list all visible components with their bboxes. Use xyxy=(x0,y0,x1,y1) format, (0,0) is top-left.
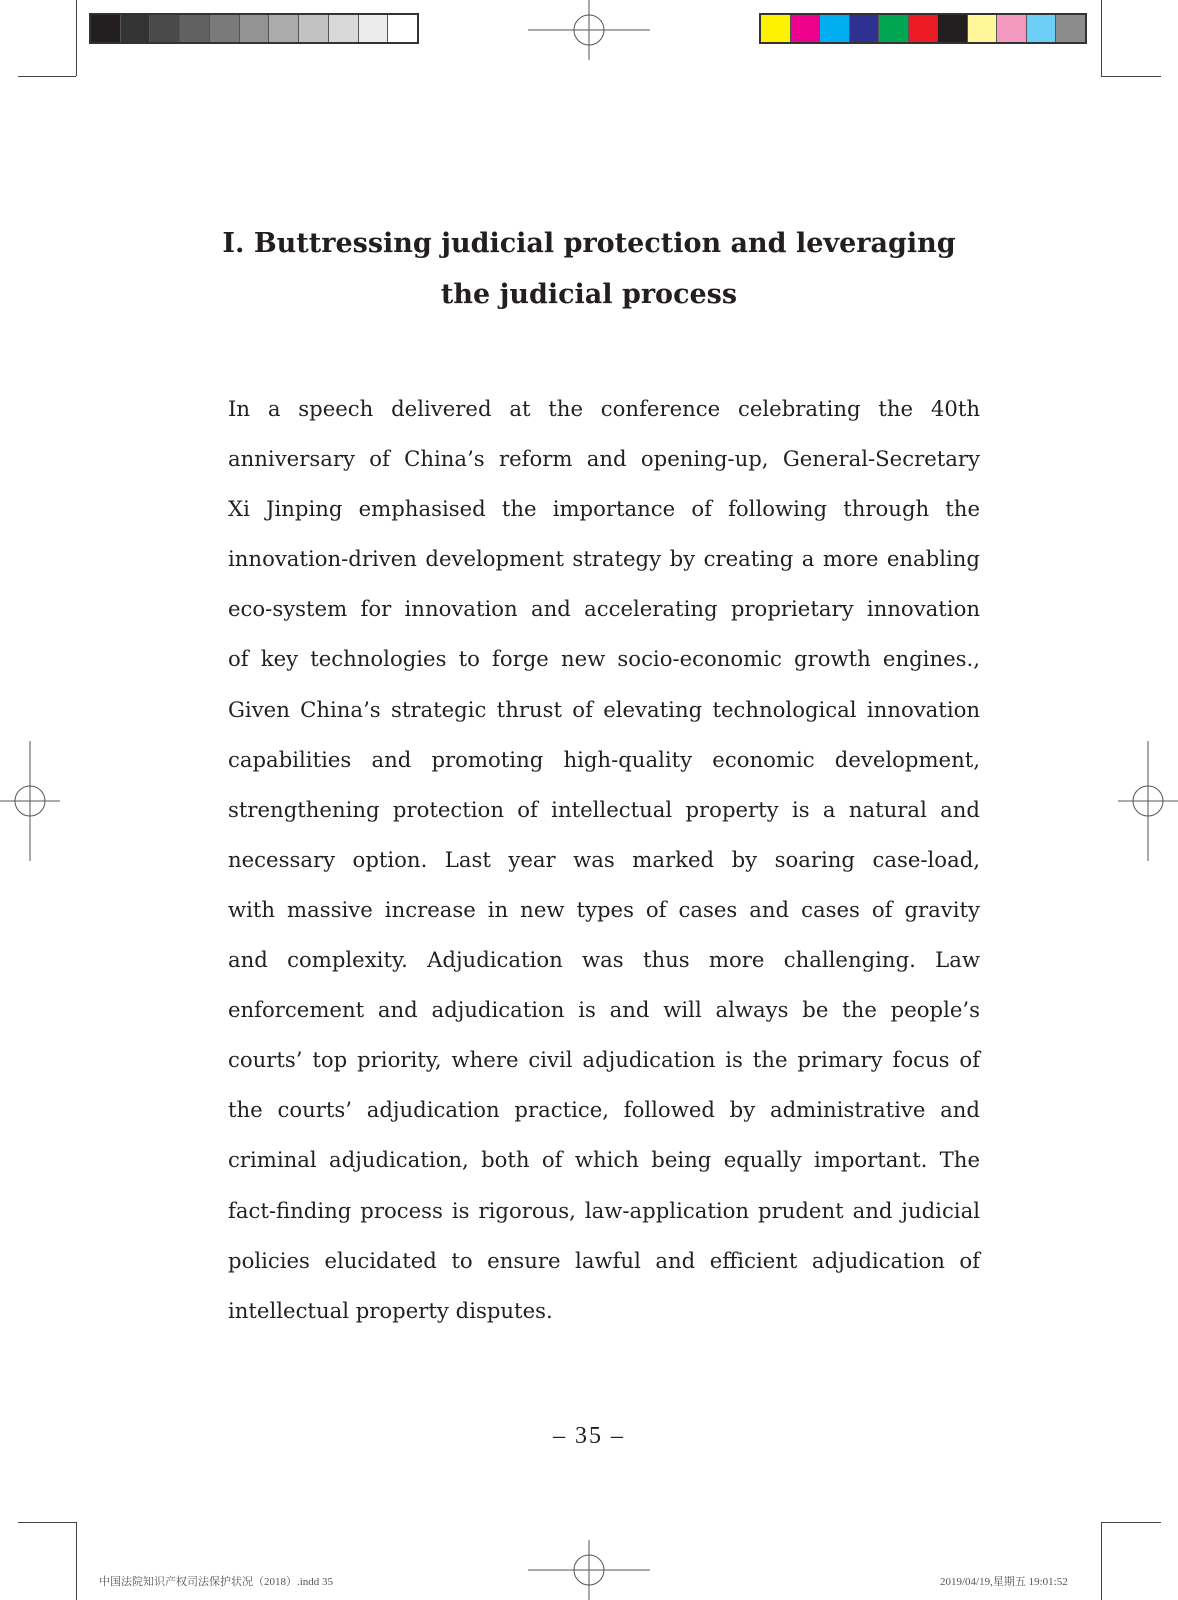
paragraph-line: Given China’s strategic thrust of elevating technological innovation xyxy=(228,696,980,722)
grayscale-color-bar xyxy=(89,13,419,44)
color-swatch xyxy=(938,15,968,42)
registration-mark-right-icon xyxy=(1118,741,1178,861)
process-color-bar xyxy=(759,13,1087,44)
gray-swatch xyxy=(388,15,417,42)
paragraph-line: with massive increase in new types of cases and cases of gravity xyxy=(228,896,980,922)
color-swatch xyxy=(968,15,998,42)
gray-swatch xyxy=(269,15,299,42)
paragraph-line: Xi Jinping emphasised the importance of following through the xyxy=(228,496,980,522)
color-swatch xyxy=(761,15,791,42)
registration-mark-top-icon xyxy=(528,0,650,60)
color-swatch xyxy=(1027,15,1057,42)
slug-file-info: 中国法院知识产权司法保护状况（2018）.indd 35 xyxy=(99,1576,334,1588)
page-number: – 35 – xyxy=(553,1423,625,1449)
paragraph-line: and complexity. Adjudication was thus more challenging. Law xyxy=(228,947,980,973)
gray-swatch xyxy=(329,15,359,42)
paragraph-line: of key technologies to forge new socio-economic growth engines., xyxy=(228,646,980,672)
gray-swatch xyxy=(359,15,389,42)
color-swatch xyxy=(909,15,939,42)
gray-swatch xyxy=(240,15,270,42)
registration-mark-left-icon xyxy=(0,741,60,861)
paragraph-line: fact-finding process is rigorous, law-application prudent and judicial xyxy=(228,1197,980,1223)
registration-mark-bottom-icon xyxy=(528,1540,650,1600)
paragraph-line: courts’ top priority, where civil adjudication is the primary focus of xyxy=(228,1047,980,1073)
heading-line-2: the judicial process xyxy=(440,279,738,310)
color-swatch xyxy=(1056,15,1085,42)
paragraph-line: In a speech delivered at the conference celebrating the 40th xyxy=(228,396,980,421)
paragraph-line: intellectual property disputes. xyxy=(228,1297,553,1323)
paragraph-line: innovation-driven development strategy by creating a more enabling xyxy=(228,546,980,572)
color-swatch xyxy=(820,15,850,42)
gray-swatch xyxy=(210,15,240,42)
body-paragraph xyxy=(228,384,980,1336)
heading-line-1: I. Buttressing judicial protection and leveraging xyxy=(222,228,956,259)
paragraph-line: anniversary of China’s reform and opening-up, General-Secretary xyxy=(228,446,980,472)
section-heading xyxy=(0,218,1178,320)
paragraph-line: strengthening protection of intellectual property is a natural and xyxy=(228,796,980,822)
color-swatch xyxy=(997,15,1027,42)
paragraph-line: policies elucidated to ensure lawful and efficient adjudication of xyxy=(228,1247,980,1273)
paragraph-line: capabilities and promoting high-quality economic development, xyxy=(228,746,980,772)
color-swatch xyxy=(791,15,821,42)
gray-swatch xyxy=(121,15,151,42)
paragraph-line: necessary option. Last year was marked by soaring case-load, xyxy=(228,846,980,872)
paragraph-line: enforcement and adjudication is and will always be the people’s xyxy=(228,997,980,1023)
gray-swatch xyxy=(91,15,121,42)
gray-swatch xyxy=(150,15,180,42)
paragraph-line: criminal adjudication, both of which being equally important. The xyxy=(228,1147,980,1173)
paragraph-line: the courts’ adjudication practice, followed by administrative and xyxy=(228,1097,980,1123)
paragraph-line: eco-system for innovation and accelerating proprietary innovation xyxy=(228,596,980,622)
color-swatch xyxy=(879,15,909,42)
gray-swatch xyxy=(299,15,329,42)
gray-swatch xyxy=(180,15,210,42)
color-swatch xyxy=(850,15,880,42)
slug-timestamp: 2019/04/19,星期五 19:01:52 xyxy=(940,1576,1068,1588)
